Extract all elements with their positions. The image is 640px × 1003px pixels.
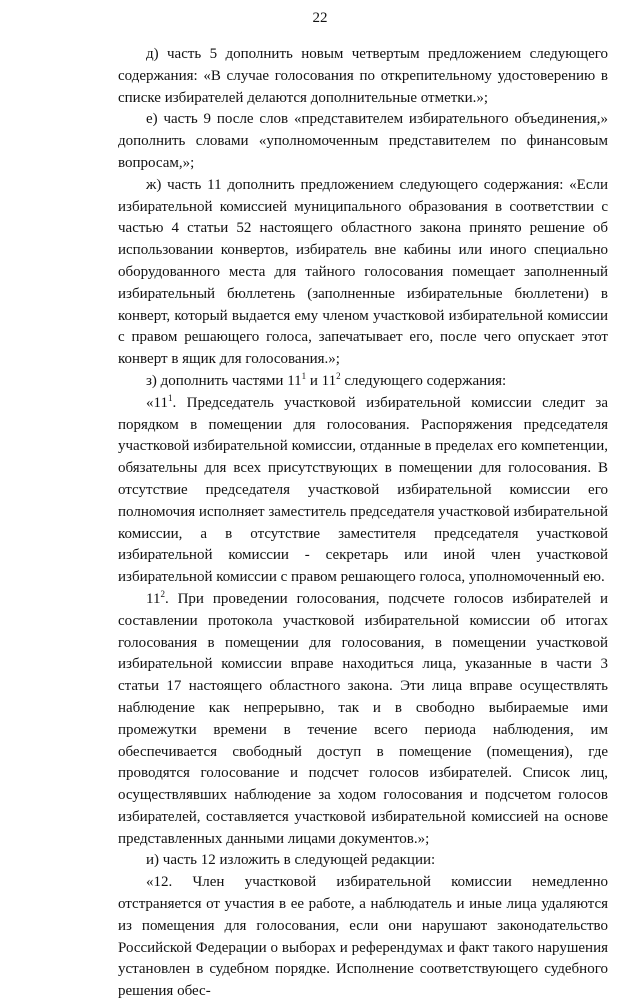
text-segment: следующего содержания: <box>340 372 507 389</box>
paragraph-p-i: и) часть 12 изложить в следующей редакции: <box>146 852 436 869</box>
text-segment: и 11 <box>306 372 337 389</box>
superscript: 1 <box>167 392 173 403</box>
text-segment: . Председатель участковой избирательной комиссии следит за порядком в помещении для голосования. Распоряжения председателя участковой избирательной комиссии, отданные в пределах его компетенции, обязательны для всех присутствующих в помещении для голосования. В отсутствие председателя участковой избирательной комиссии его полномочия исполняет заместитель председателя участковой избирательной комиссии, а в отсутствие заместителя председателя участковой избирательной комиссии - секретарь или иной член участковой избирательной комиссии с правом решающего голоса, уполномоченный ею. <box>118 394 608 586</box>
text-segment: «11 <box>146 394 168 411</box>
superscript: 1 <box>301 370 307 381</box>
superscript: 2 <box>160 588 165 599</box>
text-segment: з) дополнить частями 11 <box>146 372 302 389</box>
paragraph-p-zh: ж) часть 11 дополнить предложением следующего содержания: «Если избирательной комиссией муниципального образования в соответствии с частью 4 статьи 52 настоящего областного закона принято решение об использовании конвертов, избиратель вне кабины или иного специально оборудованного места для тайного голосования помещает заполненный избирательный бюллетень (заполненные избирательные бюллетени) в конверт, который выдается ему членом участковой избирательной комиссии с правом решающего голоса, запечатывает его, после чего опускает этот конверт в ящик для голосования.»; <box>118 176 608 368</box>
paragraph-p-d: д) часть 5 дополнить новым четвертым предложением следующего содержания: «В случае голосования по открепительному удостоверению в списке избирателей делаются дополнительные отметки.»; <box>118 46 608 106</box>
paragraph-p-12: «12. Член участковой избирательной комиссии немедленно отстраняется от участия в ее работе, а наблюдатель и иные лица удаляются из помещения для голосования, если они нарушают законодательство Российской Федерации о выборах и референдумах и факт такого нарушения установлен в судебном порядке. Исполнение соответствующего судебного решения обес- <box>118 874 608 1000</box>
paragraph-p-11-1 <box>118 393 608 589</box>
document-body <box>118 44 608 1003</box>
paragraph-p-z <box>118 371 608 393</box>
page-number: 22 <box>312 10 328 26</box>
text-segment: . При проведении голосования, подсчете голосов избирателей и составлении протокола участковой избирательной комиссии об итогах голосования в помещении для голосования, в помещении участковой избирательной комиссии вправе находиться лица, указанные в части 3 статьи 17 настоящего областного закона. Эти лица вправе осуществлять наблюдение как непрерывно, так и в свободно выбираемые ими промежутки времени в течение всего периода наблюдения, им обеспечивается свободный доступ в помещение (помещения), где проводятся голосование и подсчет голосов избирателей. Список лиц, осуществлявших наблюдение за ходом голосования и подсчетом голосов избирателей, составляется участковой избирательной комиссией на основе представленных данными лицами документов.»; <box>118 590 608 847</box>
paragraph-p-11-2 <box>118 589 608 851</box>
text-segment: 11 <box>146 590 161 607</box>
superscript: 2 <box>336 370 341 381</box>
paragraph-p-e: е) часть 9 после слов «представителем избирательного объединения,» дополнить словами «уполномоченным представителем по финансовым вопросам,»; <box>118 111 608 171</box>
